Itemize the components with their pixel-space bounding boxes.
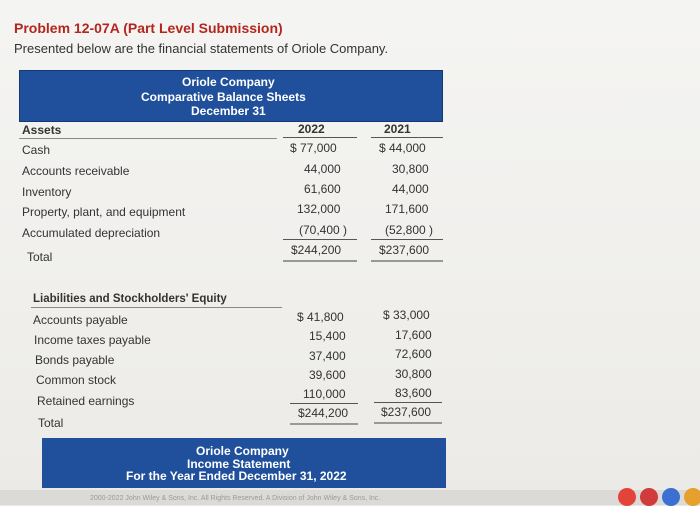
browser-icon[interactable] bbox=[618, 488, 636, 506]
asset-2022-total: $244,200 bbox=[291, 243, 342, 257]
asset-label-ppe: Property, plant, and equipment bbox=[22, 205, 186, 219]
asset-label-accumulated-depreciation: Accumulated depreciation bbox=[22, 226, 161, 240]
asset-2022-cash: $ 77,000 bbox=[290, 141, 337, 155]
column-2022-header: 2022 bbox=[298, 122, 325, 136]
app-icon[interactable] bbox=[640, 488, 658, 506]
asset-2022-inventory: 61,600 bbox=[304, 182, 341, 196]
balance-sheet-header bbox=[19, 70, 443, 122]
app-icon[interactable] bbox=[662, 488, 680, 506]
asset-2022-accounts-receivable: 44,000 bbox=[304, 162, 341, 176]
income-statement-header bbox=[42, 438, 446, 488]
is-statement-title: Income Statement bbox=[187, 457, 291, 471]
column-2021-header: 2021 bbox=[384, 122, 411, 136]
liability-2022-retained-earnings: 110,000 bbox=[303, 387, 346, 401]
liability-label-total: Total bbox=[38, 416, 64, 430]
bs-date: December 31 bbox=[191, 104, 266, 118]
liability-2021-bonds-payable: 72,600 bbox=[395, 347, 432, 361]
asset-label-accounts-receivable: Accounts receivable bbox=[22, 164, 130, 178]
asset-2021-ppe: 171,600 bbox=[385, 202, 429, 216]
asset-2021-inventory: 44,000 bbox=[392, 182, 429, 196]
liability-2021-retained-earnings: 83,600 bbox=[395, 386, 432, 400]
is-period: For the Year Ended December 31, 2022 bbox=[126, 469, 347, 483]
asset-label-cash: Cash bbox=[22, 143, 51, 157]
asset-2021-cash: $ 44,000 bbox=[379, 141, 426, 155]
app-icon[interactable] bbox=[684, 488, 700, 506]
liabilities-heading: Liabilities and Stockholders' Equity bbox=[33, 293, 227, 305]
liability-label-retained-earnings: Retained earnings bbox=[37, 394, 135, 408]
asset-2022-accumulated-depreciation: (70,400 ) bbox=[299, 223, 348, 237]
asset-2021-accounts-receivable: 30,800 bbox=[392, 162, 429, 176]
copyright-text: 2000-2022 John Wiley & Sons, Inc. All Rights Reserved. A Division of John Wiley & Sons, Inc. bbox=[90, 495, 381, 502]
liability-2022-income-taxes-payable: 15,400 bbox=[309, 329, 346, 343]
liability-label-common-stock: Common stock bbox=[36, 373, 117, 387]
assets-heading: Assets bbox=[22, 123, 62, 137]
problem-description: Presented below are the financial statements of Oriole Company. bbox=[14, 41, 389, 56]
liability-label-income-taxes-payable: Income taxes payable bbox=[34, 333, 151, 347]
liability-2021-income-taxes-payable: 17,600 bbox=[395, 328, 432, 342]
is-company-name: Oriole Company bbox=[196, 444, 289, 458]
asset-2022-ppe: 132,000 bbox=[297, 202, 341, 216]
liability-label-accounts-payable: Accounts payable bbox=[33, 313, 128, 327]
problem-title: Problem 12-07A (Part Level Submission) bbox=[14, 20, 283, 36]
liability-2021-common-stock: 30,800 bbox=[395, 367, 432, 381]
asset-2021-accumulated-depreciation: (52,800 ) bbox=[385, 223, 434, 237]
liability-label-bonds-payable: Bonds payable bbox=[35, 353, 115, 367]
bs-statement-title: Comparative Balance Sheets bbox=[141, 90, 306, 104]
liability-2022-accounts-payable: $ 41,800 bbox=[297, 310, 344, 324]
asset-2021-total: $237,600 bbox=[379, 243, 430, 257]
liability-2021-total: $237,600 bbox=[381, 405, 432, 419]
liability-2021-accounts-payable: $ 33,000 bbox=[383, 308, 430, 322]
bs-company-name: Oriole Company bbox=[182, 75, 275, 89]
asset-label-inventory: Inventory bbox=[22, 185, 72, 199]
liability-2022-total: $244,200 bbox=[298, 406, 349, 420]
liability-2022-common-stock: 39,600 bbox=[309, 368, 346, 382]
asset-label-total: Total bbox=[27, 250, 53, 264]
liability-2022-bonds-payable: 37,400 bbox=[309, 349, 346, 363]
